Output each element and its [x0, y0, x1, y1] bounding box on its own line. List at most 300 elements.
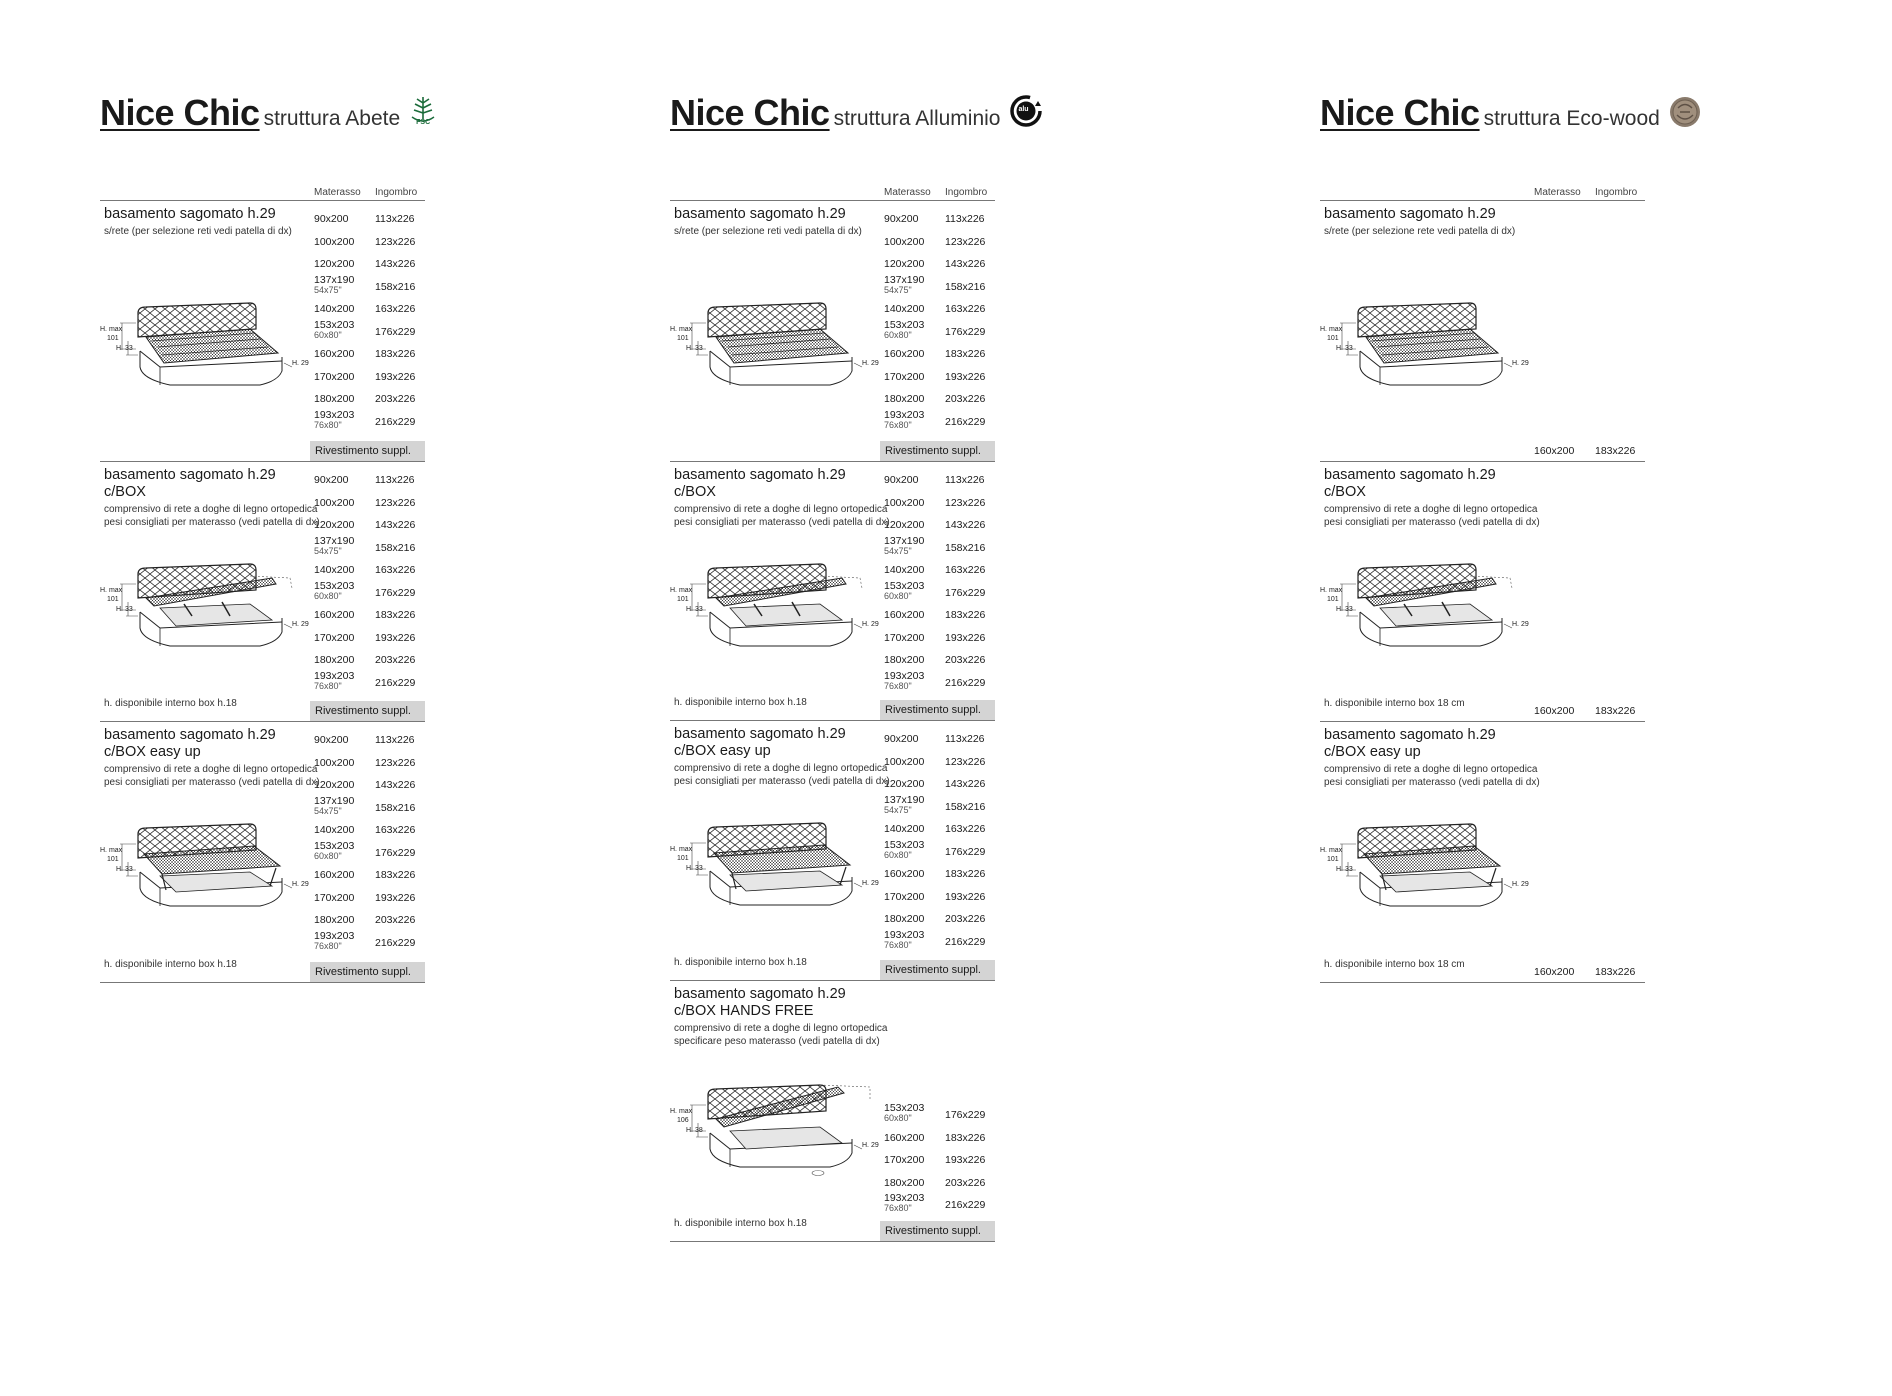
dim-hmax-label: H. max	[670, 1108, 693, 1115]
box-height-note: h. disponibile interno box h.18	[674, 957, 807, 968]
description-line1: comprensivo di rete a doghe di legno ortopedica	[104, 764, 318, 775]
overall-size: 203x226	[375, 654, 416, 666]
mattress-size: 120x200	[314, 519, 355, 531]
overall-size: 176x229	[945, 1109, 986, 1121]
overall-size: 113x226	[945, 733, 985, 745]
dim-hmax-value: 101	[1327, 335, 1339, 342]
overall-size: 183x226	[1595, 445, 1636, 457]
mattress-size: 160x200	[314, 348, 355, 360]
box-height-note: h. disponibile interno box h.18	[674, 1218, 807, 1229]
section-description	[674, 762, 894, 788]
mattress-size-inches: 76x80"	[884, 680, 912, 691]
mattress-size	[314, 796, 354, 816]
overall-size: 143x226	[375, 519, 416, 531]
bed-drawing	[670, 813, 880, 928]
dim-hmax-label: H. max	[100, 847, 123, 854]
size-row	[884, 907, 996, 930]
section-description	[104, 763, 324, 789]
bed-section	[100, 464, 425, 722]
section-title	[674, 726, 874, 760]
size-row	[314, 275, 426, 298]
size-row	[314, 297, 426, 320]
mattress-size-cm: 193x203	[884, 928, 925, 941]
header-size: Ingombro	[1595, 187, 1638, 198]
description-line1: s/rete (per selezione rete vedi patella di dx)	[1324, 226, 1516, 237]
size-table	[884, 468, 996, 693]
description-line2: pesi consigliati per materasso (vedi patella di dx)	[674, 776, 890, 787]
dim-h33-label: H. 33	[686, 606, 703, 613]
table-header	[100, 185, 425, 201]
mattress-size-cm: 137x190	[884, 273, 925, 286]
size-row	[314, 626, 426, 649]
brand-title: Nice Chic	[1320, 92, 1480, 133]
overall-size: 163x226	[945, 564, 986, 576]
mattress-size: 170x200	[884, 890, 925, 903]
mattress-size-cm: 153x203	[314, 579, 355, 592]
mattress-size-cm: 137x190	[314, 794, 355, 807]
mattress-size: 160x200	[1534, 705, 1575, 717]
size-row	[314, 648, 426, 671]
overall-size: 158x216	[945, 800, 986, 813]
section-title-line1: basamento sagomato h.29	[674, 726, 846, 742]
dim-hmax-label: H. max	[1320, 847, 1343, 854]
bed-drawing	[1320, 554, 1530, 669]
overall-size: 203x226	[945, 654, 986, 666]
mattress-size	[884, 581, 924, 601]
mattress-size: 140x200	[314, 824, 355, 836]
size-row	[884, 365, 996, 388]
mattress-size: 140x200	[314, 303, 355, 315]
section-title-line1: basamento sagomato h.29	[1324, 727, 1496, 743]
description-line2: pesi consigliati per materasso (vedi patella di dx)	[1324, 777, 1540, 788]
overall-size: 216x229	[945, 935, 986, 948]
size-row	[314, 841, 426, 864]
bed-section	[670, 203, 995, 462]
mattress-size: 160x200	[884, 1131, 925, 1144]
mattress-size-cm: 153x203	[314, 839, 355, 852]
description-line1: comprensivo di rete a doghe di legno ortopedica	[674, 1023, 888, 1034]
size-row	[884, 930, 996, 953]
mattress-size-inches: 54x75"	[314, 805, 342, 816]
bed-section	[1320, 464, 1645, 722]
mattress-size-cm: 137x190	[314, 534, 355, 547]
mattress-size	[314, 581, 354, 601]
overall-size: 193x226	[945, 631, 986, 644]
overall-size: 123x226	[945, 496, 986, 509]
mattress-size	[314, 536, 354, 556]
bed-section	[100, 203, 425, 462]
upholstery-supplement: Rivestimento suppl.	[880, 960, 995, 980]
bed-drawing	[1320, 293, 1530, 408]
section-title	[674, 206, 874, 223]
dim-h29-label: H. 29	[862, 621, 879, 628]
mattress-size-cm: 137x190	[884, 793, 925, 806]
dim-h33-label: H. 33	[1336, 345, 1353, 352]
dim-hmax-value: 106	[677, 1117, 689, 1124]
mattress-size: 100x200	[314, 756, 355, 769]
size-row	[884, 320, 996, 343]
size-row	[884, 795, 996, 818]
size-row	[884, 727, 996, 750]
mattress-size-inches: 54x75"	[314, 545, 342, 556]
mattress-size	[884, 930, 924, 950]
mattress-size-cm: 137x190	[884, 534, 925, 547]
mattress-size-inches: 76x80"	[884, 419, 912, 430]
section-title	[674, 986, 874, 1020]
mattress-size-inches: 76x80"	[884, 939, 912, 950]
dim-h29-label: H. 29	[1512, 881, 1529, 888]
dim-h29-label: H. 29	[292, 621, 309, 628]
size-row	[884, 648, 996, 671]
mattress-size: 170x200	[884, 631, 925, 644]
mattress-size: 160x200	[1534, 966, 1575, 978]
header-size: Ingombro	[375, 187, 418, 198]
overall-size: 176x229	[945, 845, 986, 858]
mattress-size	[314, 671, 354, 691]
overall-size: 113x226	[375, 734, 415, 746]
dim-h29-label: H. 29	[292, 360, 309, 367]
overall-size: 113x226	[945, 474, 985, 486]
mattress-size: 160x200	[884, 609, 925, 621]
overall-size: 143x226	[945, 778, 986, 790]
mattress-size-cm: 193x203	[314, 408, 355, 421]
mattress-size-cm: 193x203	[884, 408, 925, 421]
size-row	[884, 1126, 996, 1149]
column-header	[100, 92, 438, 134]
mattress-size	[884, 1193, 924, 1213]
bed-drawing	[670, 293, 880, 408]
dim-h29-label: H. 29	[1512, 360, 1529, 367]
size-table	[884, 727, 996, 952]
section-title-line2: c/BOX	[674, 484, 716, 500]
mattress-size-cm: 193x203	[314, 929, 355, 942]
overall-size: 163x226	[945, 303, 986, 315]
size-row	[314, 931, 426, 954]
overall-size: 193x226	[375, 891, 416, 904]
description-line1: comprensivo di rete a doghe di legno ortopedica	[104, 504, 318, 515]
overall-size: 183x226	[375, 348, 416, 360]
size-row	[884, 410, 996, 433]
mattress-size: 100x200	[884, 235, 925, 248]
size-row	[314, 671, 426, 694]
mattress-size: 100x200	[884, 755, 925, 768]
mattress-size-cm: 193x203	[884, 669, 925, 682]
size-row	[314, 230, 426, 253]
size-row	[884, 468, 996, 491]
mattress-size: 140x200	[314, 564, 355, 576]
mattress-size: 120x200	[314, 258, 355, 270]
section-title-line1: basamento sagomato h.29	[674, 986, 846, 1002]
overall-size: 143x226	[945, 519, 986, 531]
section-title-line1: basamento sagomato h.29	[104, 727, 276, 743]
dim-hmax-value: 101	[1327, 596, 1339, 603]
box-height-note: h. disponibile interno box h.18	[104, 698, 237, 709]
mattress-size: 90x200	[314, 213, 349, 225]
mattress-size	[314, 841, 354, 861]
mattress-size-inches: 76x80"	[314, 680, 342, 691]
box-height-note: h. disponibile interno box h.18	[674, 697, 807, 708]
size-row	[884, 342, 996, 365]
mattress-size-inches: 60x80"	[884, 849, 912, 860]
bed-drawing	[670, 1075, 880, 1190]
size-row	[884, 1193, 996, 1216]
size-row	[314, 387, 426, 410]
size-row	[314, 207, 426, 230]
dim-h29-label: H. 29	[862, 880, 879, 887]
overall-size: 113x226	[945, 213, 985, 225]
description-line2: specificare peso materasso (vedi patella di dx)	[674, 1036, 880, 1047]
description-line1: s/rete (per selezione reti vedi patella di dx)	[104, 226, 292, 237]
section-title	[1324, 467, 1524, 501]
section-title-line2: c/BOX easy up	[674, 743, 771, 759]
size-row	[884, 817, 996, 840]
size-row	[884, 626, 996, 649]
dim-h33-label: H. 38	[686, 1127, 703, 1134]
mattress-size-inches: 54x75"	[314, 284, 342, 295]
overall-size: 203x226	[375, 393, 416, 405]
mattress-size: 170x200	[884, 370, 925, 383]
mattress-size: 180x200	[314, 914, 355, 926]
section-title-line2: c/BOX	[1324, 484, 1366, 500]
size-row	[884, 603, 996, 626]
header-size: Ingombro	[945, 187, 988, 198]
mattress-size: 180x200	[884, 393, 925, 405]
section-title-line1: basamento sagomato h.29	[674, 467, 846, 483]
brand-title: Nice Chic	[670, 92, 830, 133]
table-header	[670, 185, 995, 201]
size-table	[884, 1103, 996, 1216]
box-height-note: h. disponibile interno box 18 cm	[1324, 698, 1465, 709]
size-table	[314, 207, 426, 432]
mattress-size-inches: 60x80"	[884, 329, 912, 340]
fsc-tree-icon	[408, 95, 438, 134]
size-row	[884, 581, 996, 604]
overall-size: 203x226	[375, 914, 416, 926]
upholstery-supplement: Rivestimento suppl.	[310, 441, 425, 461]
mattress-size: 120x200	[884, 258, 925, 270]
dim-h33-label: H. 33	[686, 865, 703, 872]
header-mattress: Materasso	[314, 187, 361, 198]
overall-size: 183x226	[945, 609, 986, 621]
overall-size: 158x216	[375, 541, 416, 554]
mattress-size: 170x200	[314, 891, 355, 904]
header-mattress: Materasso	[884, 187, 931, 198]
mattress-size: 90x200	[314, 474, 349, 486]
overall-size: 183x226	[1595, 705, 1636, 717]
structure-label: struttura Abete	[263, 107, 401, 130]
mattress-size-inches: 60x80"	[314, 329, 342, 340]
size-row	[314, 863, 426, 886]
mattress-size: 140x200	[884, 823, 925, 835]
overall-size: 163x226	[375, 824, 416, 836]
size-row	[884, 671, 996, 694]
mattress-size: 170x200	[314, 370, 355, 383]
mattress-size: 90x200	[884, 733, 919, 745]
mattress-size: 160x200	[1534, 445, 1575, 457]
bed-drawing	[1320, 814, 1530, 929]
dim-hmax-label: H. max	[670, 326, 693, 333]
section-title	[104, 727, 304, 761]
section-title	[1324, 727, 1524, 761]
mattress-size: 180x200	[884, 654, 925, 666]
size-row	[314, 886, 426, 909]
section-title-line1: basamento sagomato h.29	[104, 206, 276, 222]
section-description	[674, 503, 894, 529]
description-line1: s/rete (per selezione reti vedi patella di dx)	[674, 226, 862, 237]
overall-size: 183x226	[1595, 966, 1636, 978]
bed-section	[670, 723, 995, 981]
mattress-size	[884, 795, 924, 815]
size-row	[884, 1171, 996, 1194]
size-row	[314, 818, 426, 841]
overall-size: 158x216	[945, 280, 986, 293]
mattress-size-inches: 54x75"	[884, 284, 912, 295]
mattress-size: 90x200	[884, 213, 919, 225]
size-row	[884, 513, 996, 536]
overall-size: 183x226	[945, 1131, 986, 1144]
overall-size: 143x226	[945, 258, 986, 270]
mattress-size-inches: 60x80"	[884, 590, 912, 601]
dim-h33-label: H. 33	[1336, 606, 1353, 613]
alu-recycle-icon	[1008, 93, 1044, 134]
mattress-size	[884, 671, 924, 691]
eco-wood-icon	[1668, 95, 1702, 134]
bed-drawing	[100, 293, 310, 408]
size-row	[314, 908, 426, 931]
bed-section	[670, 983, 995, 1242]
bed-section	[1320, 724, 1645, 983]
dim-h29-label: H. 29	[1512, 621, 1529, 628]
size-row	[884, 491, 996, 514]
mattress-size-inches: 76x80"	[884, 1203, 912, 1213]
bed-section	[670, 464, 995, 721]
dim-h29-label: H. 29	[292, 881, 309, 888]
size-row	[314, 410, 426, 433]
dim-h33-label: H. 33	[116, 345, 133, 352]
size-row	[314, 558, 426, 581]
mattress-size	[884, 1103, 924, 1123]
mattress-size-cm: 153x203	[884, 1102, 925, 1114]
mattress-size: 120x200	[884, 778, 925, 790]
section-title-line2: c/BOX	[104, 484, 146, 500]
overall-size: 176x229	[375, 586, 416, 599]
dim-hmax-label: H. max	[1320, 587, 1343, 594]
overall-size: 123x226	[375, 756, 416, 769]
dim-h33-label: H. 33	[116, 606, 133, 613]
size-row	[314, 773, 426, 796]
overall-size: 203x226	[945, 1176, 986, 1189]
dim-hmax-value: 101	[107, 856, 119, 863]
mattress-size	[884, 840, 924, 860]
mattress-size	[884, 320, 924, 340]
mattress-size: 120x200	[884, 519, 925, 531]
section-title-line1: basamento sagomato h.29	[674, 206, 846, 222]
mattress-size-cm: 153x203	[884, 838, 925, 851]
mattress-size: 160x200	[884, 868, 925, 880]
overall-size: 193x226	[375, 370, 416, 383]
bed-drawing	[100, 814, 310, 929]
dim-hmax-value: 101	[677, 855, 689, 862]
overall-size: 216x229	[945, 1199, 986, 1211]
section-title	[104, 467, 304, 501]
section-title-line2: c/BOX easy up	[1324, 744, 1421, 760]
overall-size: 216x229	[945, 415, 986, 428]
mattress-size-inches: 54x75"	[884, 545, 912, 556]
cert-label: FSC	[416, 119, 431, 126]
cert-label: alu	[1018, 106, 1029, 113]
size-row	[884, 297, 996, 320]
section-description	[1324, 763, 1544, 789]
dim-hmax-value: 101	[107, 596, 119, 603]
dim-h29-label: H. 29	[862, 1142, 879, 1149]
size-row	[884, 1148, 996, 1171]
mattress-size-cm: 137x190	[314, 273, 355, 286]
mattress-size	[314, 320, 354, 340]
size-row	[314, 536, 426, 559]
box-height-note: h. disponibile interno box 18 cm	[1324, 959, 1465, 970]
mattress-size	[884, 410, 924, 430]
overall-size: 123x226	[945, 755, 986, 768]
section-description	[674, 1022, 894, 1048]
mattress-size: 160x200	[314, 869, 355, 881]
description-line1: comprensivo di rete a doghe di legno ortopedica	[1324, 764, 1538, 775]
description-line1: comprensivo di rete a doghe di legno ortopedica	[1324, 504, 1538, 515]
mattress-size-cm: 193x203	[884, 1192, 925, 1204]
structure-label: struttura Alluminio	[833, 107, 1001, 130]
section-description	[104, 225, 324, 238]
dim-h33-label: H. 33	[1336, 866, 1353, 873]
size-row	[314, 751, 426, 774]
description-line1: comprensivo di rete a doghe di legno ortopedica	[674, 763, 888, 774]
size-row	[884, 862, 996, 885]
overall-size: 216x229	[375, 936, 416, 949]
upholstery-supplement: Rivestimento suppl.	[880, 700, 995, 720]
overall-size: 143x226	[375, 779, 416, 791]
mattress-size: 100x200	[314, 235, 355, 248]
mattress-size: 180x200	[314, 393, 355, 405]
box-height-note: h. disponibile interno box h.18	[104, 959, 237, 970]
size-row	[314, 603, 426, 626]
mattress-size: 120x200	[314, 779, 355, 791]
mattress-size: 160x200	[314, 609, 355, 621]
size-row	[314, 252, 426, 275]
dim-hmax-value: 101	[107, 335, 119, 342]
upholstery-supplement: Rivestimento suppl.	[880, 1221, 995, 1241]
overall-size: 163x226	[375, 564, 416, 576]
overall-size: 216x229	[375, 676, 416, 689]
size-row	[884, 207, 996, 230]
dim-hmax-label: H. max	[1320, 326, 1343, 333]
dim-hmax-value: 101	[677, 335, 689, 342]
section-description	[104, 503, 324, 529]
overall-size: 183x226	[375, 609, 416, 621]
dim-hmax-label: H. max	[100, 326, 123, 333]
mattress-size	[884, 536, 924, 556]
overall-size: 193x226	[945, 1154, 986, 1166]
size-row	[314, 468, 426, 491]
dim-hmax-value: 101	[1327, 856, 1339, 863]
mattress-size: 90x200	[884, 474, 919, 486]
section-title	[104, 206, 304, 223]
mattress-size: 100x200	[884, 496, 925, 509]
size-row	[884, 275, 996, 298]
size-table	[314, 728, 426, 953]
size-row	[884, 750, 996, 773]
mattress-size: 140x200	[884, 303, 925, 315]
overall-size: 123x226	[375, 235, 416, 248]
mattress-size-inches: 60x80"	[314, 590, 342, 601]
mattress-size-cm: 153x203	[884, 318, 925, 331]
